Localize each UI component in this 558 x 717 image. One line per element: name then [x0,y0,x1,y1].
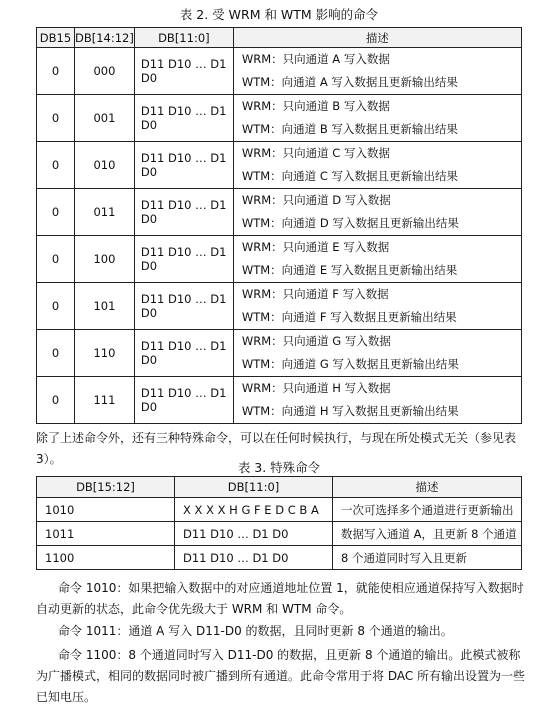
wrm-description: WRM：只向通道 B 写入数据 [241,99,390,113]
cell-db15-12: 1100 [37,546,175,570]
wtm-description: WTM：向通道 D 写入数据且更新输出结果 [241,216,459,230]
header-db15-12: DB[15:12] [37,477,175,498]
header-db14-12: DB[14:12] [75,28,135,48]
wrm-description: WRM：只向通道 H 写入数据 [241,381,391,395]
table-row [37,522,522,546]
paragraph-cmd-1010: 命令 1010：如果把输入数据中的对应通道地址位置 1，就能使相应通道保持写入数据时自动更新的状态，此命令优先级大于 WRM 和 WTM 命令。 [36,581,524,616]
cell-db15: 0 [37,189,75,236]
wrm-description: WRM：只向通道 F 写入数据 [241,287,389,301]
table-header-row [37,477,522,498]
cell-db14-12: 001 [75,95,135,142]
table-row [37,283,522,330]
cell-db15: 0 [37,95,75,142]
wrm-description: WRM：只向通道 C 写入数据 [241,146,390,160]
table-row [37,377,522,424]
cell-db11-0: D11 D10 … D1 D0 [134,330,233,377]
cell-description [233,95,521,142]
table-row [37,142,522,189]
cell-description: 一次可选择多个通道进行更新输出 [333,498,522,522]
cell-db14-12: 110 [75,330,135,377]
wtm-description: WTM：向通道 C 写入数据且更新输出结果 [241,169,459,183]
cell-description [233,142,521,189]
cell-db11-0: D11 D10 … D1 D0 [134,95,233,142]
cell-db14-12: 010 [75,142,135,189]
wtm-description: WTM：向通道 E 写入数据且更新输出结果 [241,263,458,277]
cell-db15: 0 [37,283,75,330]
cell-db11-0: D11 D10 … D1 D0 [134,377,233,424]
wtm-description: WTM：向通道 H 写入数据且更新输出结果 [241,404,459,418]
cell-db11-0: D11 D10 … D1 D0 [175,522,333,546]
cell-description [233,236,521,283]
header-description: 描述 [333,477,522,498]
table-row [37,546,522,570]
cell-db15: 0 [37,48,75,95]
cell-db15: 0 [37,377,75,424]
table-row [37,95,522,142]
cell-db11-0: D11 D10 … D1 D0 [134,189,233,236]
cell-db11-0: D11 D10 … D1 D0 [134,48,233,95]
table-row [37,498,522,522]
cell-db15-12: 1010 [37,498,175,522]
cell-db11-0: D11 D10 … D1 D0 [134,283,233,330]
cell-description: 数据写入通道 A，且更新 8 个通道 [333,522,522,546]
cell-description [233,189,521,236]
cell-db14-12: 101 [75,283,135,330]
table3-caption: 表 3. 特殊命令 [237,460,321,475]
cell-db14-12: 011 [75,189,135,236]
wtm-description: WTM：向通道 F 写入数据且更新输出结果 [241,310,457,324]
table2-caption: 表 2. 受 WRM 和 WTM 影响的命令 [179,7,379,22]
cell-db15: 0 [37,330,75,377]
paragraph-cmd-1100: 命令 1100：8 个通道同时写入 D11-D0 的数据，且更新 8 个通道的输出。此模式被称为广播模式，相同的数据同时被广播到所有通道。此命令常用于将 DAC 所有输出设置为一些已知电压。 [36,648,526,704]
cell-db14-12: 111 [75,377,135,424]
cell-db11-0: D11 D10 … D1 D0 [134,236,233,283]
table-row [37,330,522,377]
cell-description [233,330,521,377]
cell-db14-12: 100 [75,236,135,283]
cell-db11-0: D11 D10 … D1 D0 [134,142,233,189]
wrm-wtm-command-table [36,27,522,424]
wrm-description: WRM：只向通道 D 写入数据 [241,193,391,207]
cell-description: 8 个通道同时写入且更新 [333,546,522,570]
header-db11-0: DB[11:0] [175,477,333,498]
cell-description [233,48,521,95]
wtm-description: WTM：向通道 B 写入数据且更新输出结果 [241,122,458,136]
cell-db15-12: 1011 [37,522,175,546]
cell-db14-12: 000 [75,48,135,95]
cell-description [233,377,521,424]
header-db11-0: DB[11:0] [134,28,233,48]
table-row [37,48,522,95]
wtm-description: WTM：向通道 A 写入数据且更新输出结果 [241,75,458,89]
wrm-description: WRM：只向通道 E 写入数据 [241,240,390,254]
header-description: 描述 [233,28,521,48]
wrm-description: WRM：只向通道 A 写入数据 [241,52,390,66]
intro-text: 除了上述命令外，还有三种特殊命令，可以在任何时候执行，与现在所处模式无关（参见表 3）。 [36,431,517,466]
cell-db15: 0 [37,142,75,189]
cell-description [233,283,521,330]
wrm-description: WRM：只向通道 G 写入数据 [241,334,391,348]
table-row [37,189,522,236]
wtm-description: WTM：向通道 G 写入数据且更新输出结果 [241,357,459,371]
cell-db15: 0 [37,236,75,283]
special-command-table [36,476,522,570]
header-db15: DB15 [37,28,75,48]
paragraph-cmd-1011: 命令 1011：通道 A 写入 D11-D0 的数据，且同时更新 8 个通道的输出。 [58,624,453,638]
table-header-row [37,28,522,48]
cell-db11-0: X X X X H G F E D C B A [175,498,333,522]
table-row [37,236,522,283]
cell-db11-0: D11 D10 … D1 D0 [175,546,333,570]
